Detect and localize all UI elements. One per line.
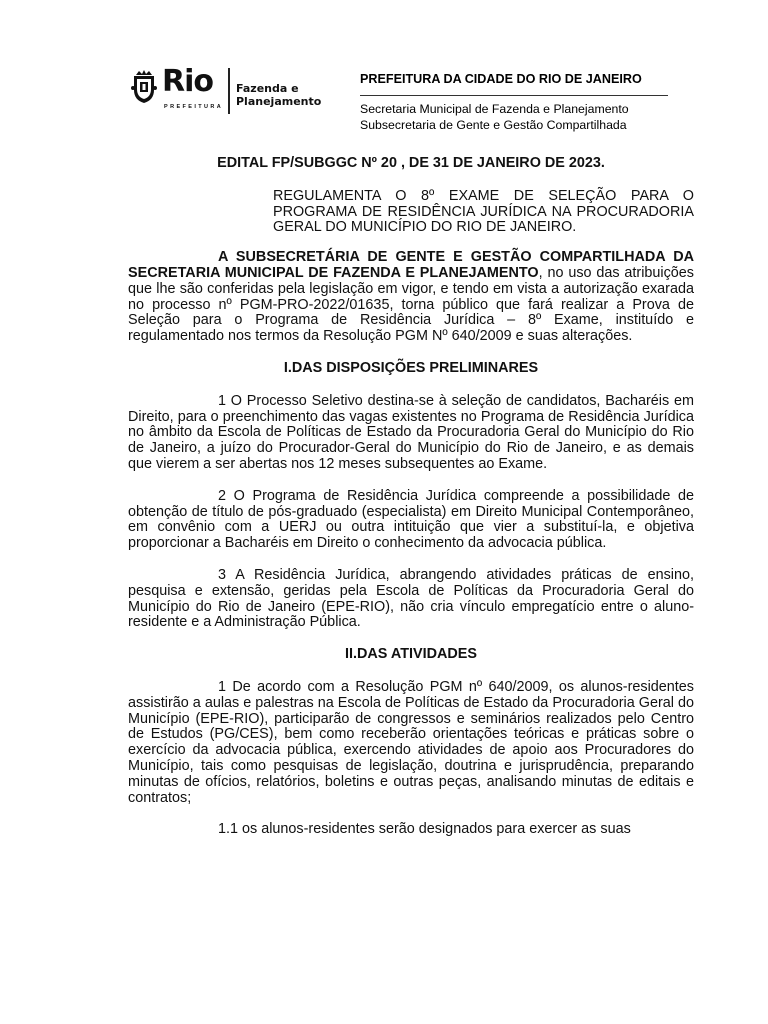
section-heading-preliminares: I.DAS DISPOSIÇÕES PRELIMINARES <box>283 359 539 376</box>
edital-title: EDITAL FP/SUBGGC Nº 20 , DE 31 DE JANEIRO DE 2023. <box>217 155 605 171</box>
letterhead-rule <box>360 95 668 96</box>
document-body <box>128 156 694 838</box>
preamble-authority: A SUBSECRETÁRIA DE GENTE E GESTÃO COMPARTILHADA DA SECRETARIA MUNICIPAL DE FAZENDA E PLANEJAMENTO <box>128 249 694 281</box>
prefeitura-rio-logo <box>128 64 328 114</box>
logo-prefeitura-label: PREFEITURA <box>164 104 224 110</box>
preamble-text: , no uso das atribuições que lhe são conferidas pela legislação em vigor, e tendo em vista a autorização exarada no processo nº PGM-PRO-2022/01635, torna público que fará realizar a Prova de Seleção para o Programa de Residência Jurídica – 8º Exame, instituído e regulamentado nos termos da Resolução PGM Nº 640/2009 e suas alterações. <box>128 264 694 345</box>
logo-dept-line-2: Planejamento <box>236 95 322 108</box>
city-crest-icon <box>130 70 158 104</box>
letterhead-subtitle-1: Secretaria Municipal de Fazenda e Planejamento <box>360 102 629 116</box>
letterhead-subtitle-2: Subsecretaria de Gente e Gestão Compartilhada <box>360 118 627 132</box>
letterhead-title: PREFEITURA DA CIDADE DO RIO DE JANEIRO <box>360 72 642 86</box>
logo-word: Rio <box>162 64 213 99</box>
paragraph-1-3: 3 A Residência Jurídica, abrangendo atividades práticas de ensino, pesquisa e extensão, geridas pela Escola de Políticas da Procuradoria Geral do Município do Rio de Janeiro (EPE-RIO), não cria vínculo empregatício entre o aluno-residente e a Administração Pública. <box>128 566 694 631</box>
paragraph-1-2: 2 O Programa de Residência Jurídica compreende a possibilidade de obtenção de título de pós-graduado (especialista) em Direito Municipal Contemporâneo, em convênio com a UERJ ou outra intituição que vier a substituí-la, e objetiva proporcionar a Bacharéis em Direito o conhecimento da advocacia pública. <box>128 487 694 552</box>
letterhead <box>128 62 688 142</box>
section-heading-atividades: II.DAS ATIVIDADES <box>345 646 477 663</box>
letterhead-text <box>360 71 670 133</box>
paragraph-2-1: 1 De acordo com a Resolução PGM nº 640/2009, os alunos-residentes assistirão a aulas e palestras na Escola de Políticas de Estado da Procuradoria Geral do Município (EPE-RIO), participarão de congressos e seminários realizados pelo Centro de Estudos (PG/CES), bem como receberão orientações teóricas e práticas sobre o exercício da advocacia pública, exercendo atividades de apoio aos Procuradores do Município, tais como pesquisas de legislação, doutrina e jurisprudência, preparando minutas de ofícios, relatórios, boletins e outras peças, analisando minutas de editais e contratos; <box>128 678 694 806</box>
logo-dept-line-1: Fazenda e <box>236 82 299 95</box>
edital-summary: REGULAMENTA O 8º EXAME DE SELEÇÃO PARA O PROGRAMA DE RESIDÊNCIA JURÍDICA NA PROCURADORIA GERAL DO MUNICÍPIO DO RIO DE JANEIRO. <box>273 187 694 236</box>
preamble-paragraph <box>128 250 694 345</box>
paragraph-1-1: 1 O Processo Seletivo destina-se à seleção de candidatos, Bacharéis em Direito, para o preenchimento das vagas existentes no Programa de Residência Jurídica no âmbito da Escola de Políticas de Estado da Procuradoria Geral do Município do Rio de Janeiro, a juízo do Procurador-Geral do Município do Rio de Janeiro, e as demais que vierem a ser abertas nos 12 meses subsequentes ao Exame. <box>128 392 694 472</box>
logo-department <box>236 82 336 108</box>
paragraph-2-1-1: 1.1 os alunos-residentes serão designados para exercer as suas <box>218 821 631 838</box>
logo-divider <box>228 68 230 114</box>
